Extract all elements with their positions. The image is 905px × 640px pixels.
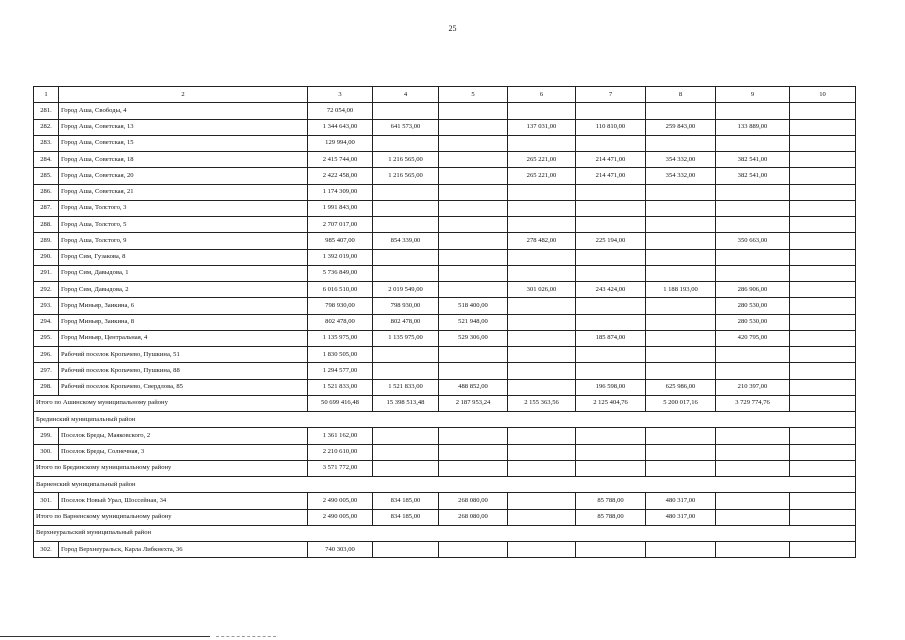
amount-cell [790,265,856,281]
amount-cell [373,460,439,476]
amount-cell: 1 521 833,00 [373,379,439,395]
table-row [34,233,856,249]
amount-cell [646,330,716,346]
amount-cell: 2 125 404,76 [576,395,646,411]
amount-cell [508,347,576,363]
table-row [34,379,856,395]
row-number: 302. [34,542,59,558]
amount-cell [508,428,576,444]
address-cell: Город Миньяр, Заикина, 6 [59,298,308,314]
amount-cell [576,428,646,444]
amount-cell: 85 788,00 [576,493,646,509]
row-number: 291. [34,265,59,281]
address-cell: Город Аша, Советская, 13 [59,119,308,135]
amount-cell [576,542,646,558]
amount-cell: 1 135 975,00 [373,330,439,346]
amount-cell [576,347,646,363]
amount-cell [508,444,576,460]
table-row [34,168,856,184]
amount-cell [508,103,576,119]
address-cell: Город Сим, Гузакова, 8 [59,249,308,265]
amount-cell: 2 422 458,00 [308,168,373,184]
amount-cell [373,184,439,200]
amount-cell [508,330,576,346]
amount-cell [646,444,716,460]
amount-cell: 265 221,00 [508,168,576,184]
amount-cell [790,119,856,135]
header-cell: 10 [790,87,856,103]
header-cell: 4 [373,87,439,103]
amount-cell [373,542,439,558]
amount-cell [646,135,716,151]
amount-cell [576,135,646,151]
amount-cell: 420 795,00 [716,330,790,346]
amount-cell: 280 530,00 [716,314,790,330]
amount-cell [790,314,856,330]
amount-cell [790,428,856,444]
amount-cell [790,379,856,395]
header-cell: 9 [716,87,790,103]
address-cell: Город Аша, Советская, 18 [59,152,308,168]
amount-cell: 834 185,00 [373,509,439,525]
amount-cell: 133 889,00 [716,119,790,135]
amount-cell: 641 573,00 [373,119,439,135]
address-cell: Город Аша, Свободы, 4 [59,103,308,119]
amount-cell [646,542,716,558]
amount-cell: 2 187 953,24 [439,395,508,411]
table-row [34,330,856,346]
table-row [34,493,856,509]
amount-cell [646,249,716,265]
row-number: 292. [34,282,59,298]
amount-cell: 50 699 416,48 [308,395,373,411]
amount-cell: 480 317,00 [646,493,716,509]
table-row [34,428,856,444]
row-number: 286. [34,184,59,200]
amount-cell [508,493,576,509]
amount-cell [373,217,439,233]
amount-cell [716,200,790,216]
amount-cell [373,135,439,151]
amount-cell: 210 397,00 [716,379,790,395]
table-row [34,119,856,135]
amount-cell [439,135,508,151]
amount-cell [790,135,856,151]
row-number: 301. [34,493,59,509]
amount-cell: 802 478,00 [308,314,373,330]
amount-cell: 354 332,00 [646,152,716,168]
row-number: 283. [34,135,59,151]
amount-cell: 1 294 577,00 [308,363,373,379]
amount-cell [646,347,716,363]
amount-cell [576,314,646,330]
section-title: Верхнеуральский муниципальный район [34,525,856,541]
amount-cell: 1 361 162,00 [308,428,373,444]
row-number: 290. [34,249,59,265]
amount-cell [373,265,439,281]
amount-cell: 1 216 565,00 [373,152,439,168]
row-number: 294. [34,314,59,330]
amount-cell: 5 200 017,16 [646,395,716,411]
amount-cell [790,200,856,216]
amount-cell: 129 994,00 [308,135,373,151]
amount-cell: 6 016 510,00 [308,282,373,298]
amount-cell: 488 852,00 [439,379,508,395]
amount-cell [508,249,576,265]
amount-cell: 2 155 363,56 [508,395,576,411]
amount-cell: 5 736 849,00 [308,265,373,281]
amount-cell [716,103,790,119]
address-cell: Рабочий поселок Кропачево, Пушкина, 51 [59,347,308,363]
table-row [34,542,856,558]
amount-cell [646,265,716,281]
address-cell: Город Аша, Толстого, 9 [59,233,308,249]
amount-cell [373,444,439,460]
amount-cell [716,460,790,476]
amount-cell [576,200,646,216]
amount-cell [646,314,716,330]
amount-cell [716,135,790,151]
amount-cell: 243 424,00 [576,282,646,298]
section-title: Варненский муниципальный район [34,477,856,493]
amount-cell [373,347,439,363]
amount-cell [646,298,716,314]
amount-cell [508,542,576,558]
address-cell: Поселок Бреды, Солнечная, 3 [59,444,308,460]
amount-cell [576,444,646,460]
table-row [34,298,856,314]
row-number: 284. [34,152,59,168]
amount-cell [646,217,716,233]
table-row [34,103,856,119]
header-cell: 2 [59,87,308,103]
address-cell: Рабочий поселок Кропачево, Пушкина, 88 [59,363,308,379]
amount-cell: 268 080,00 [439,509,508,525]
amount-cell [646,460,716,476]
total-label: Итого по Варненскому муниципальному району [34,509,308,525]
row-number: 288. [34,217,59,233]
amount-cell: 286 906,00 [716,282,790,298]
amount-cell [790,363,856,379]
amount-cell [790,152,856,168]
section-row [34,412,856,428]
amount-cell: 2 019 549,00 [373,282,439,298]
amount-cell [576,460,646,476]
amount-cell [790,184,856,200]
amount-cell [373,200,439,216]
amount-cell [716,444,790,460]
amount-cell [508,298,576,314]
amount-cell: 2 490 005,00 [308,493,373,509]
amount-cell: 2 707 017,00 [308,217,373,233]
amount-cell [373,103,439,119]
amount-cell [576,363,646,379]
header-cell: 6 [508,87,576,103]
amount-cell [790,460,856,476]
row-number: 295. [34,330,59,346]
amount-cell: 278 482,00 [508,233,576,249]
table-row [34,363,856,379]
amount-cell: 1 392 019,00 [308,249,373,265]
amount-cell: 196 598,00 [576,379,646,395]
amount-cell [716,347,790,363]
amount-cell: 518 400,00 [439,298,508,314]
amount-cell: 740 303,00 [308,542,373,558]
amount-cell [716,249,790,265]
amount-cell: 225 194,00 [576,233,646,249]
amount-cell: 854 339,00 [373,233,439,249]
amount-cell: 137 031,00 [508,119,576,135]
amount-cell: 350 663,00 [716,233,790,249]
amount-cell: 3 729 774,76 [716,395,790,411]
amount-cell [439,363,508,379]
amount-cell [439,347,508,363]
amount-cell [790,542,856,558]
row-number: 300. [34,444,59,460]
amount-cell [790,444,856,460]
amount-cell: 2 210 610,00 [308,444,373,460]
section-row [34,477,856,493]
amount-cell [646,233,716,249]
address-cell: Город Аша, Советская, 15 [59,135,308,151]
amount-cell: 280 530,00 [716,298,790,314]
amount-cell [576,265,646,281]
amount-cell [790,395,856,411]
address-cell: Город Верхнеуральск, Карла Либкнехта, 36 [59,542,308,558]
row-number: 296. [34,347,59,363]
amount-cell: 265 221,00 [508,152,576,168]
section-title: Брединский муниципальный район [34,412,856,428]
row-number: 299. [34,428,59,444]
table-row [34,200,856,216]
amount-cell: 15 398 513,48 [373,395,439,411]
amount-cell [373,428,439,444]
address-cell: Город Аша, Толстого, 3 [59,200,308,216]
amount-cell [790,249,856,265]
table-row [34,347,856,363]
amount-cell [716,493,790,509]
header-cell: 7 [576,87,646,103]
amount-cell [790,282,856,298]
address-cell: Город Сим, Давыдова, 1 [59,265,308,281]
table-row [34,184,856,200]
amount-cell: 1 344 643,00 [308,119,373,135]
amount-cell [439,444,508,460]
row-number: 285. [34,168,59,184]
amount-cell [716,363,790,379]
row-number: 282. [34,119,59,135]
amount-cell: 1 521 833,00 [308,379,373,395]
address-cell: Рабочий поселок Кропачево, Свердлова, 85 [59,379,308,395]
table-row [34,249,856,265]
total-row [34,395,856,411]
table-row [34,314,856,330]
amount-cell [790,168,856,184]
amount-cell [790,347,856,363]
amount-cell [646,200,716,216]
amount-cell [508,200,576,216]
amount-cell [508,135,576,151]
amount-cell [716,428,790,444]
amount-cell: 625 986,00 [646,379,716,395]
header-cell: 3 [308,87,373,103]
amount-cell: 1 216 565,00 [373,168,439,184]
amount-cell: 85 788,00 [576,509,646,525]
amount-cell: 1 830 505,00 [308,347,373,363]
total-row [34,460,856,476]
amount-cell: 354 332,00 [646,168,716,184]
amount-cell [716,265,790,281]
amount-cell: 259 843,00 [646,119,716,135]
amount-cell [576,184,646,200]
amount-cell: 798 930,00 [308,298,373,314]
amount-cell [508,217,576,233]
table-row [34,217,856,233]
total-row [34,509,856,525]
amount-cell [790,298,856,314]
amount-cell [508,379,576,395]
amount-cell: 72 054,00 [308,103,373,119]
table-row [34,135,856,151]
register-table [33,86,856,558]
amount-cell: 1 174 309,00 [308,184,373,200]
amount-cell [576,249,646,265]
amount-cell [439,168,508,184]
amount-cell: 985 407,00 [308,233,373,249]
address-cell: Город Аша, Толстого, 5 [59,217,308,233]
header-cell: 8 [646,87,716,103]
amount-cell: 529 306,00 [439,330,508,346]
amount-cell [576,217,646,233]
address-cell: Город Миньяр, Заикина, 8 [59,314,308,330]
amount-cell [576,298,646,314]
address-cell: Город Аша, Советская, 21 [59,184,308,200]
amount-cell [508,184,576,200]
amount-cell [439,119,508,135]
table-row [34,444,856,460]
page-number: 25 [448,24,457,33]
row-number: 297. [34,363,59,379]
amount-cell: 382 541,00 [716,168,790,184]
amount-cell [790,493,856,509]
section-row [34,525,856,541]
row-number: 287. [34,200,59,216]
amount-cell [439,200,508,216]
amount-cell: 110 810,00 [576,119,646,135]
amount-cell [716,509,790,525]
amount-cell [790,233,856,249]
amount-cell: 2 415 744,00 [308,152,373,168]
amount-cell [790,509,856,525]
address-cell: Город Миньяр, Центральная, 4 [59,330,308,346]
amount-cell [439,103,508,119]
amount-cell [508,460,576,476]
amount-cell [790,103,856,119]
amount-cell [576,103,646,119]
amount-cell [508,314,576,330]
amount-cell: 834 185,00 [373,493,439,509]
amount-cell: 214 471,00 [576,168,646,184]
table-row [34,152,856,168]
address-cell: Город Аша, Советская, 20 [59,168,308,184]
amount-cell: 521 948,00 [439,314,508,330]
table-row [34,282,856,298]
amount-cell: 480 317,00 [646,509,716,525]
amount-cell [373,249,439,265]
header-row [34,87,856,103]
amount-cell: 1 991 843,00 [308,200,373,216]
amount-cell [646,184,716,200]
address-cell: Поселок Бреды, Маяковского, 2 [59,428,308,444]
amount-cell: 185 874,00 [576,330,646,346]
amount-cell: 1 135 975,00 [308,330,373,346]
row-number: 281. [34,103,59,119]
amount-cell: 3 571 772,00 [308,460,373,476]
amount-cell [716,184,790,200]
amount-cell [790,330,856,346]
amount-cell [646,363,716,379]
amount-cell: 798 930,00 [373,298,439,314]
table-row [34,265,856,281]
header-cell: 1 [34,87,59,103]
row-number: 289. [34,233,59,249]
amount-cell [646,428,716,444]
amount-cell [439,282,508,298]
amount-cell [439,217,508,233]
amount-cell [439,460,508,476]
footer-rule [0,636,210,637]
amount-cell [439,152,508,168]
amount-cell [716,542,790,558]
amount-cell: 382 541,00 [716,152,790,168]
amount-cell [790,217,856,233]
amount-cell [439,184,508,200]
footer-rule-dashed [216,636,276,637]
row-number: 298. [34,379,59,395]
amount-cell [508,363,576,379]
amount-cell [508,509,576,525]
amount-cell [373,363,439,379]
amount-cell: 2 490 005,00 [308,509,373,525]
address-cell: Поселок Новый Урал, Шоссейная, 34 [59,493,308,509]
amount-cell: 268 080,00 [439,493,508,509]
row-number: 293. [34,298,59,314]
amount-cell [439,265,508,281]
amount-cell: 214 471,00 [576,152,646,168]
amount-cell [646,103,716,119]
amount-cell: 802 478,00 [373,314,439,330]
address-cell: Город Сим, Давыдова, 2 [59,282,308,298]
amount-cell [439,249,508,265]
amount-cell [439,233,508,249]
amount-cell: 301 026,00 [508,282,576,298]
header-cell: 5 [439,87,508,103]
amount-cell [439,428,508,444]
amount-cell [508,265,576,281]
amount-cell: 1 188 193,00 [646,282,716,298]
amount-cell [716,217,790,233]
amount-cell [439,542,508,558]
total-label: Итого по Брединскому муниципальному району [34,460,308,476]
total-label: Итого по Ашинскому муниципальному району [34,395,308,411]
